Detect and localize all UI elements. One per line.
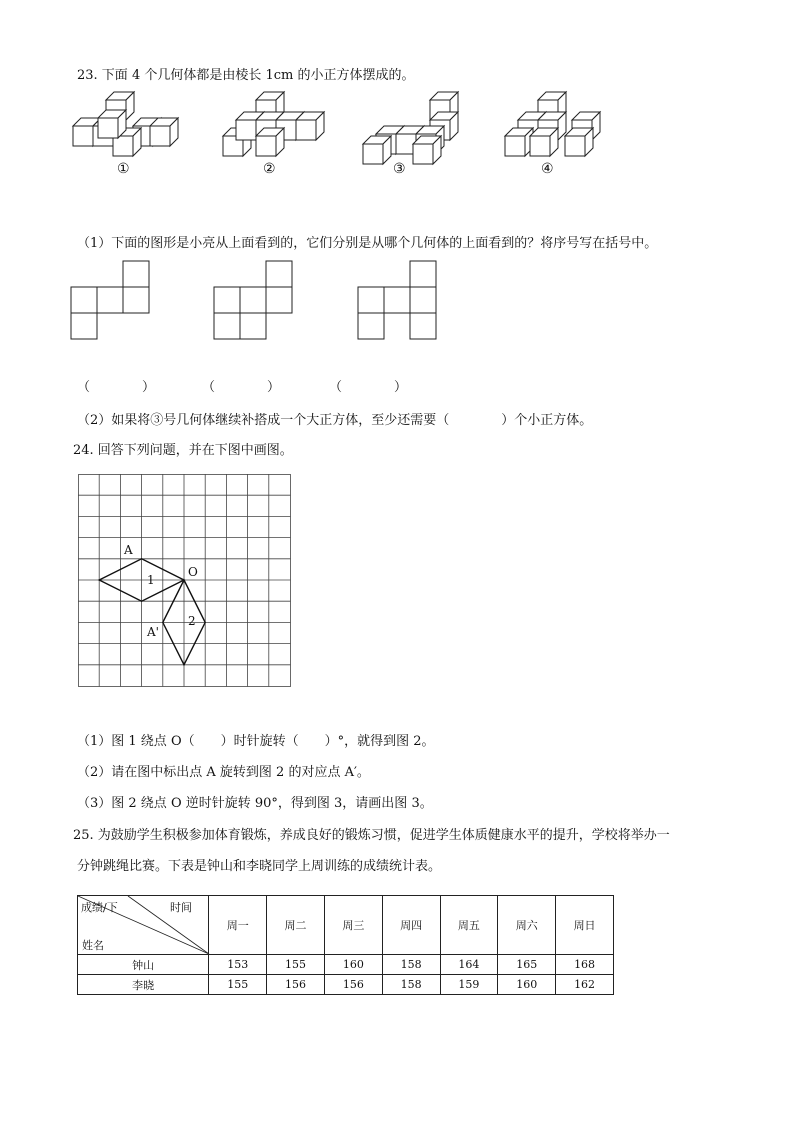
score-cell: 164 <box>440 955 498 975</box>
score-cell: 155 <box>267 955 325 975</box>
score-cell: 165 <box>498 955 556 975</box>
figure-label-2: ② <box>263 161 276 177</box>
q25-line2: 分钟跳绳比赛。下表是钟山和李晓同学上周训练的成绩统计表。 <box>77 859 442 874</box>
score-cell: 168 <box>556 955 614 975</box>
score-cell: 162 <box>556 975 614 995</box>
table-row <box>78 975 614 995</box>
q25-line1: 25. 为鼓励学生积极参加体育锻炼，养成良好的锻炼习惯，促进学生体质健康水平的提升，学校将举办一 <box>73 828 670 843</box>
score-cell: 156 <box>324 975 382 995</box>
corner-name-label: 姓名 <box>82 939 104 952</box>
score-cell: 158 <box>382 955 440 975</box>
score-cell: 160 <box>498 975 556 995</box>
student-name: 李晓 <box>78 975 209 995</box>
score-cell: 159 <box>440 975 498 995</box>
q23-part2: （2）如果将③号几何体继续补搭成一个大正方体，至少还需要（ ）个小正方体。 <box>77 413 593 428</box>
cube-figure-1 <box>73 92 178 156</box>
cube-figure-4 <box>505 92 600 156</box>
q24-part1: （1）图 1 绕点 O（ ）时针旋转（ ）°，就得到图 2。 <box>77 734 435 749</box>
score-cell: 153 <box>209 955 267 975</box>
q23-title: 23. 下面 4 个几何体都是由棱长 1cm 的小正方体摆成的。 <box>77 68 415 83</box>
day-header: 周六 <box>498 896 556 955</box>
day-header: 周一 <box>209 896 267 955</box>
figure-1-label: 1 <box>147 573 155 587</box>
day-header: 周四 <box>382 896 440 955</box>
corner-time-label: 时间 <box>170 901 192 914</box>
rotation-grid <box>78 474 294 690</box>
answer-blank-2[interactable]: （ ） <box>202 380 281 395</box>
corner-cell <box>78 896 209 955</box>
figure-label-1: ① <box>117 161 130 177</box>
answer-blank-1[interactable]: （ ） <box>77 380 156 395</box>
top-views <box>0 258 794 358</box>
student-name: 钟山 <box>78 955 209 975</box>
point-a-label: A <box>124 543 133 557</box>
q24-part3: （3）图 2 绕点 O 逆时针旋转 90°，得到图 3，请画出图 3。 <box>77 796 433 811</box>
top-view-1 <box>71 261 149 339</box>
corner-score-label: 成绩/下 <box>81 901 118 914</box>
score-cell: 155 <box>209 975 267 995</box>
score-cell: 160 <box>324 955 382 975</box>
day-header: 周三 <box>324 896 382 955</box>
cube-figure-3 <box>363 92 458 164</box>
score-table <box>77 895 614 995</box>
day-header: 周日 <box>556 896 614 955</box>
cube-figure-2 <box>223 92 324 156</box>
day-header: 周二 <box>267 896 325 955</box>
answer-blank-3[interactable]: （ ） <box>329 380 408 395</box>
figure-label-4: ④ <box>541 161 554 177</box>
score-cell: 158 <box>382 975 440 995</box>
score-cell: 156 <box>267 975 325 995</box>
top-view-2 <box>214 261 292 339</box>
day-header: 周五 <box>440 896 498 955</box>
point-o-label: O <box>188 565 198 579</box>
q23-part1: （1）下面的图形是小亮从上面看到的，它们分别是从哪个几何体的上面看到的？将序号写在括号中。 <box>77 236 658 251</box>
q24-part2: （2）请在图中标出点 A 旋转到图 2 的对应点 A′。 <box>77 765 370 780</box>
figure-2-label: 2 <box>188 614 196 628</box>
table-row <box>78 955 614 975</box>
figure-label-3: ③ <box>393 161 406 177</box>
point-a-prime-label: A' <box>147 625 159 639</box>
top-view-3 <box>358 261 436 339</box>
table-header-row <box>78 896 614 955</box>
q24-title: 24. 回答下列问题，并在下图中画图。 <box>73 443 293 458</box>
